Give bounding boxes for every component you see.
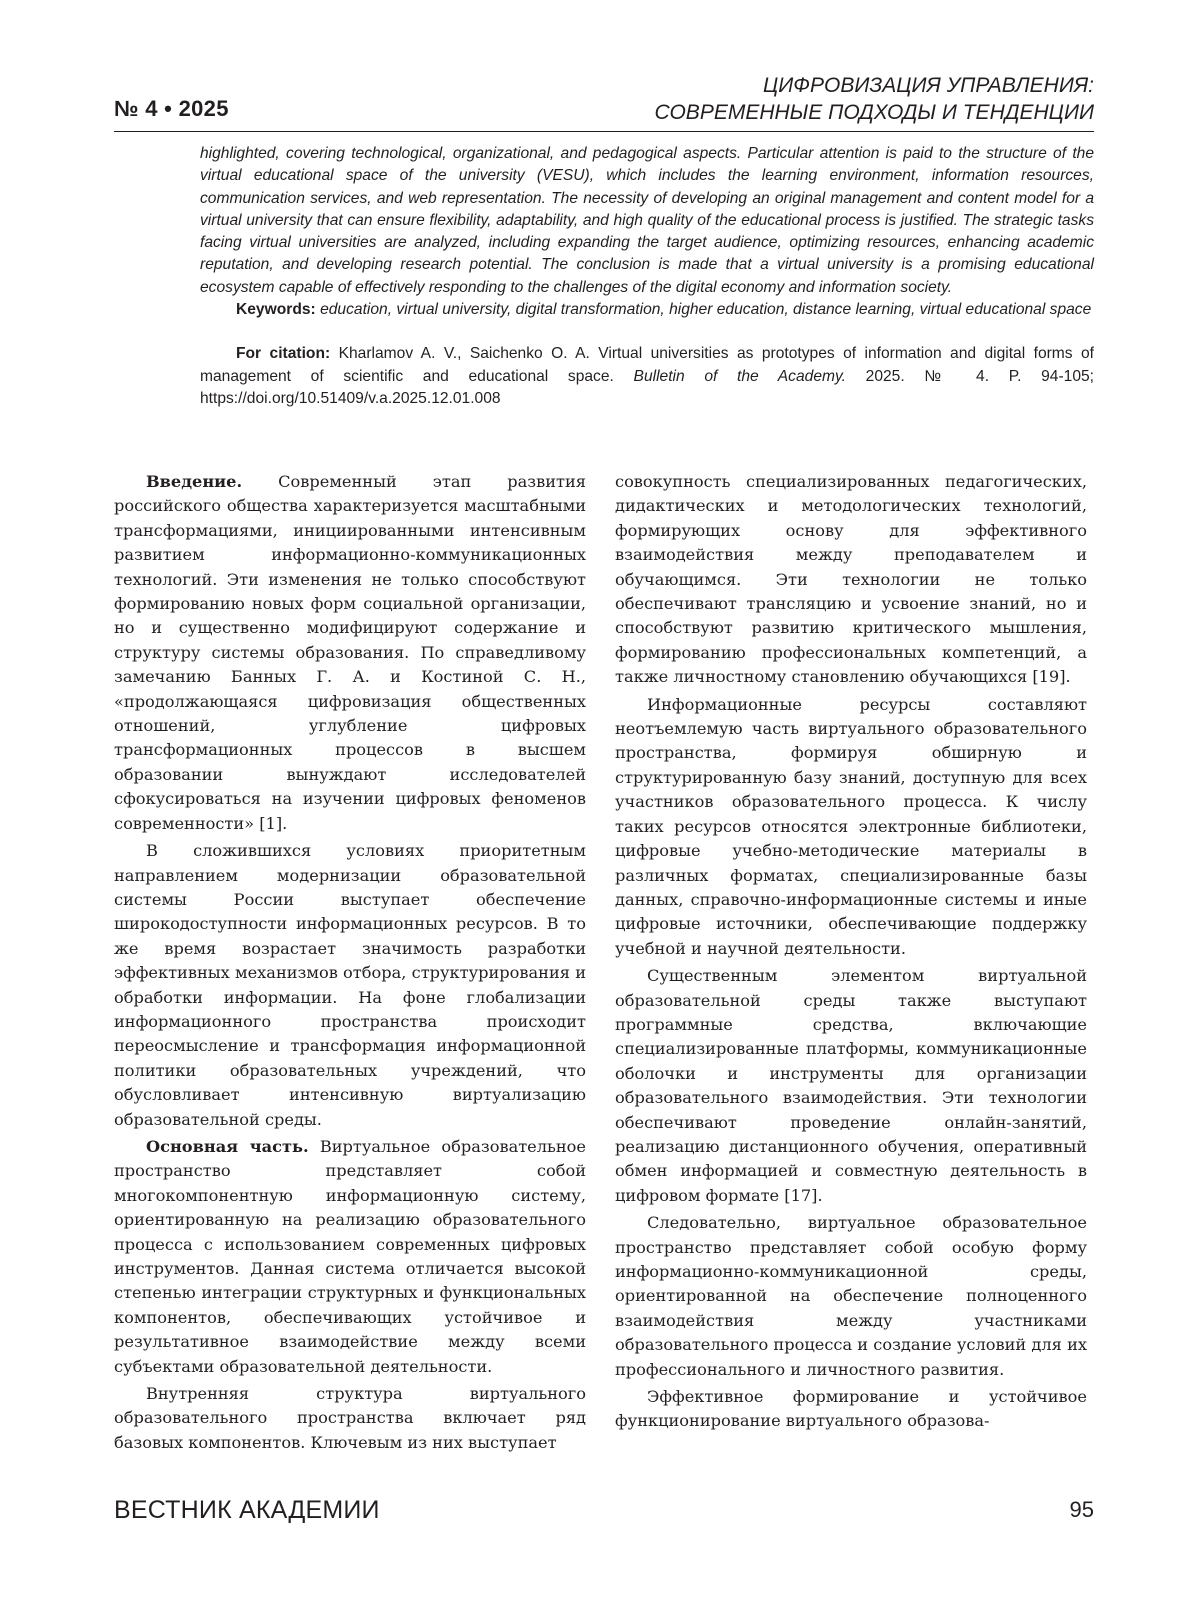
paragraph-main-part — [114, 1135, 586, 1379]
keywords-text: education, virtual university, digital transformation, higher education, distance learning, virtual educational space — [320, 301, 1092, 319]
citation-journal: Bulletin of the Academy. — [633, 367, 846, 385]
citation-label: For citation: — [236, 345, 331, 363]
paragraph: совокупность специализированных педагогических, дидактических и методологических технологий, формирующих основу для эффективного взаимодействия между преподавателем и обучающимся. Эти технологии не только обеспечивают трансляцию и усвоение знаний, но и способствуют развитию критического мышления, формированию профессиональных компетенций, а также личностному становлению обучающихся [19]. — [615, 472, 1087, 687]
paragraph: Следовательно, виртуальное образовательное пространство представляет собой особую форму информационно-коммуникационной среды, ориентированной на обеспечение полноценного взаимодействия между участниками образовательного процесса и создание условий для их профессионального и личностного развития. — [615, 1213, 1087, 1379]
keywords — [200, 299, 1094, 321]
abstract-block — [200, 143, 1094, 410]
introduction-text: Современный этап развития российского общества характеризуется масштабными трансформациями, инициированными интенсивным развитием информационно-коммуникационных технологий. Эти изменения не только способствуют формированию новых форм социальной организации, но и существенно модифицируют содержание и структуру системы образования. По справедливому замечанию Банных Г. А. и Костиной С. Н., «продолжающаяся цифровизация общественных отношений, углубление цифровых трансформационных процессов в высшем образовании вынуждают исследователей сфокусироваться на изучении цифровых феноменов современности» [1]. — [114, 472, 586, 833]
paragraph: Существенным элементом виртуальной образовательной среды также выступают программные средства, включающие специализированные платформы, коммуникационные оболочки и инструменты для организации образовательного взаимодействия. Эти технологии обеспечивают проведение онлайн-занятий, реализацию дистанционного обучения, оперативный обмен информацией и совместную деятельность в цифровом формате [17]. — [615, 966, 1087, 1205]
paragraph: Внутренняя структура виртуального образовательного пространства включает ряд базовых компонентов. Ключевым из них выступает — [114, 1384, 586, 1452]
main-part-heading: Основная часть. — [146, 1136, 309, 1156]
keywords-label: Keywords: — [236, 301, 316, 319]
section-title — [534, 72, 1094, 126]
citation-details: 2025. № 4. P. 94-105; https://doi.org/10.51409/v.a.2025.12.01.008 — [200, 367, 1094, 407]
section-title-line-1: ЦИФРОВИЗАЦИЯ УПРАВЛЕНИЯ: — [763, 74, 1094, 97]
paragraph: Информационные ресурсы составляют неотъемлемую часть виртуального образовательного пространства, формируя обширную и структурированную базу знаний, доступную для всех участников образовательного процесса. К числу таких ресурсов относятся электронные библиотеки, цифровые учебно-методические материалы в различных форматах, специализированные базы данных, справочно-информационные системы и иные цифровые источники, обеспечивающие поддержку учебной и научной деятельности. — [615, 694, 1087, 958]
main-part-text: Виртуальное образовательное пространство представляет собой многокомпонентную информационную систему, ориентированную на реализацию образовательного процесса с использованием современных цифровых инструментов. Данная система отличается высокой степенью интеграции структурных и функциональных компонентов, обеспечивающих устойчивое и результативное взаимодействие между всеми субъектами образовательной деятельности. — [114, 1136, 586, 1376]
introduction-heading: Введение. — [146, 472, 243, 491]
paragraph-introduction — [114, 470, 586, 836]
left-column — [114, 470, 586, 1458]
journal-name: ВЕСТНИК АКАДЕМИИ — [114, 1496, 380, 1524]
page-number: 95 — [1069, 1497, 1094, 1522]
section-title-line-2: СОВРЕМЕННЫЕ ПОДХОДЫ И ТЕНДЕНЦИИ — [654, 101, 1094, 124]
right-column — [615, 470, 1087, 1437]
citation-authors-title: Kharlamov A. V., Saichenko O. A. Virtual universities as prototypes of information and digital forms of management of scientific and educational space. — [200, 345, 1095, 385]
citation — [200, 343, 1094, 410]
header-divider — [114, 131, 1094, 132]
paragraph: В сложившихся условиях приоритетным направлением модернизации образовательной системы России выступает обеспечение широкодоступности информационных ресурсов. В то же время возрастает значимость разработки эффективных механизмов отбора, структурирования и обработки информации. На фоне глобализации информационного пространства происходит переосмысление и трансформация информационной политики образовательных учреждений, что обусловливает интенсивную виртуализацию образовательной среды. — [114, 841, 586, 1129]
paragraph: Эффективное формирование и устойчивое функционирование виртуального образова- — [615, 1387, 1087, 1431]
issue-number: № 4 • 2025 — [114, 96, 229, 121]
abstract-text: highlighted, covering technological, organizational, and pedagogical aspects. Particular attention is paid to the structure of the virtual educational space of the university (VESU), which includes the learning environment, information resources, communication services, and web representation. The necessity of developing an original management and content model for a virtual university that can ensure flexibility, adaptability, and high quality of the educational process is justified. The strategic tasks facing virtual universities are analyzed, including expanding the target audience, optimizing resources, enhancing academic reputation, and developing research potential. The conclusion is made that a virtual university is a promising educational ecosystem capable of effectively responding to the challenges of the digital economy and information society. — [200, 145, 1094, 296]
